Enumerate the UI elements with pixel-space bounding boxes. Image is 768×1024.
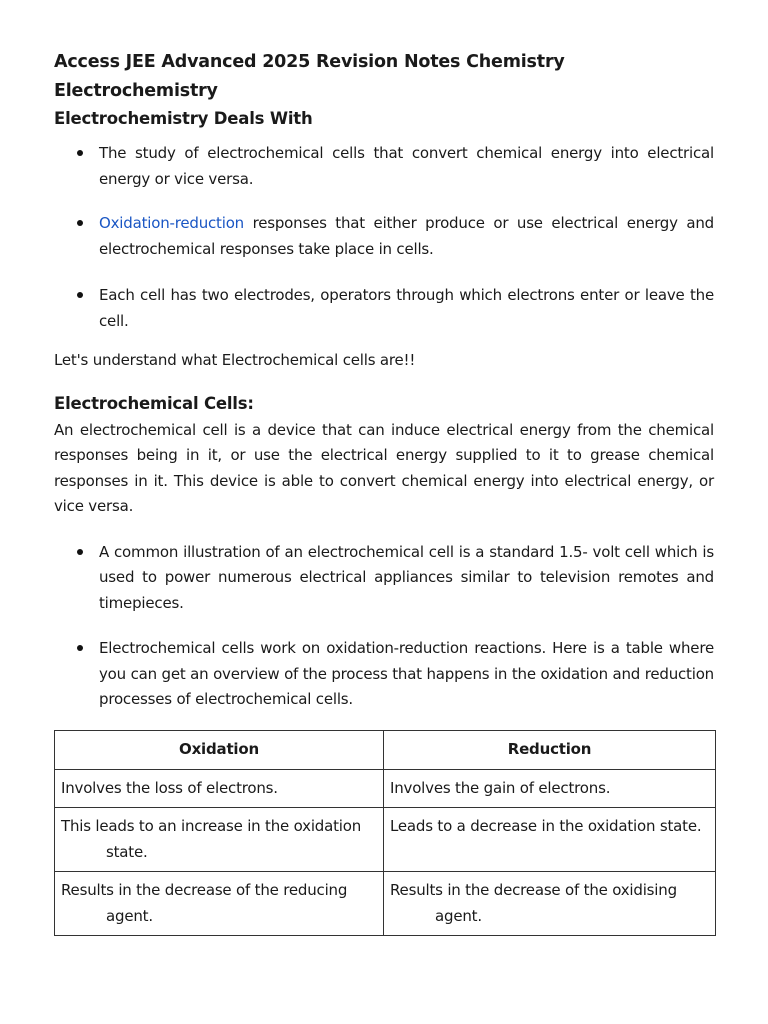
table-cell: Results in the decrease of the oxidising agent. [384, 872, 716, 936]
bullet-icon [77, 150, 83, 156]
table-row [55, 872, 716, 936]
page-title-line1: Access JEE Advanced 2025 Revision Notes Chemistry [54, 52, 565, 72]
bullet-icon [77, 292, 83, 298]
table-cell: Involves the loss of electrons. [55, 769, 384, 808]
list-item: The study of electrochemical cells that convert chemical energy into electrical energy or vice versa. [54, 141, 714, 192]
bullet-icon [77, 220, 83, 226]
table-cell: This leads to an increase in the oxidation state. [55, 808, 384, 872]
table-cell: Results in the decrease of the reducing agent. [55, 872, 384, 936]
oxidation-reduction-table [54, 730, 716, 937]
table-header-oxidation: Oxidation [55, 730, 384, 769]
list-item: Oxidation-reduction responses that either produce or use electrical energy and electrochemical responses take place in cells. [54, 211, 714, 262]
transition-text: Let's understand what Electrochemical cells are!! [54, 351, 416, 369]
table-row [55, 808, 716, 872]
page-title-line2: Electrochemistry [54, 81, 218, 101]
cells-heading: Electrochemical Cells: [54, 393, 254, 413]
list-item: Each cell has two electrodes, operators through which electrons enter or leave the cell. [54, 283, 714, 334]
list-item: A common illustration of an electrochemical cell is a standard 1.5- volt cell which is used to power numerous electrical appliances similar to television remotes and timepieces. [54, 540, 714, 617]
table-row [55, 769, 716, 808]
table-header-row [55, 730, 716, 769]
cells-paragraph: An electrochemical cell is a device that can induce electrical energy from the chemical responses being in it, or use the electrical energy supplied to it to grease chemical responses in it. This device is able to convert chemical energy into electrical energy, or vice versa. [54, 420, 714, 515]
bullet-icon [77, 645, 83, 651]
table-cell: Involves the gain of electrons. [384, 769, 716, 808]
bullet-icon [77, 549, 83, 555]
list-item: Electrochemical cells work on oxidation-reduction reactions. Here is a table where you can get an overview of the process that happens in the oxidation and reduction processes of electrochemical cells. [54, 636, 714, 713]
page-title [54, 48, 714, 106]
table-header-reduction: Reduction [384, 730, 716, 769]
oxidation-reduction-link[interactable]: Oxidation-reduction [99, 214, 244, 232]
section-subtitle: Electrochemistry Deals With [54, 109, 313, 128]
cells-list [54, 540, 714, 713]
table-cell: Leads to a decrease in the oxidation state. [384, 808, 716, 872]
deals-with-list [54, 141, 714, 334]
document-page [54, 48, 714, 936]
